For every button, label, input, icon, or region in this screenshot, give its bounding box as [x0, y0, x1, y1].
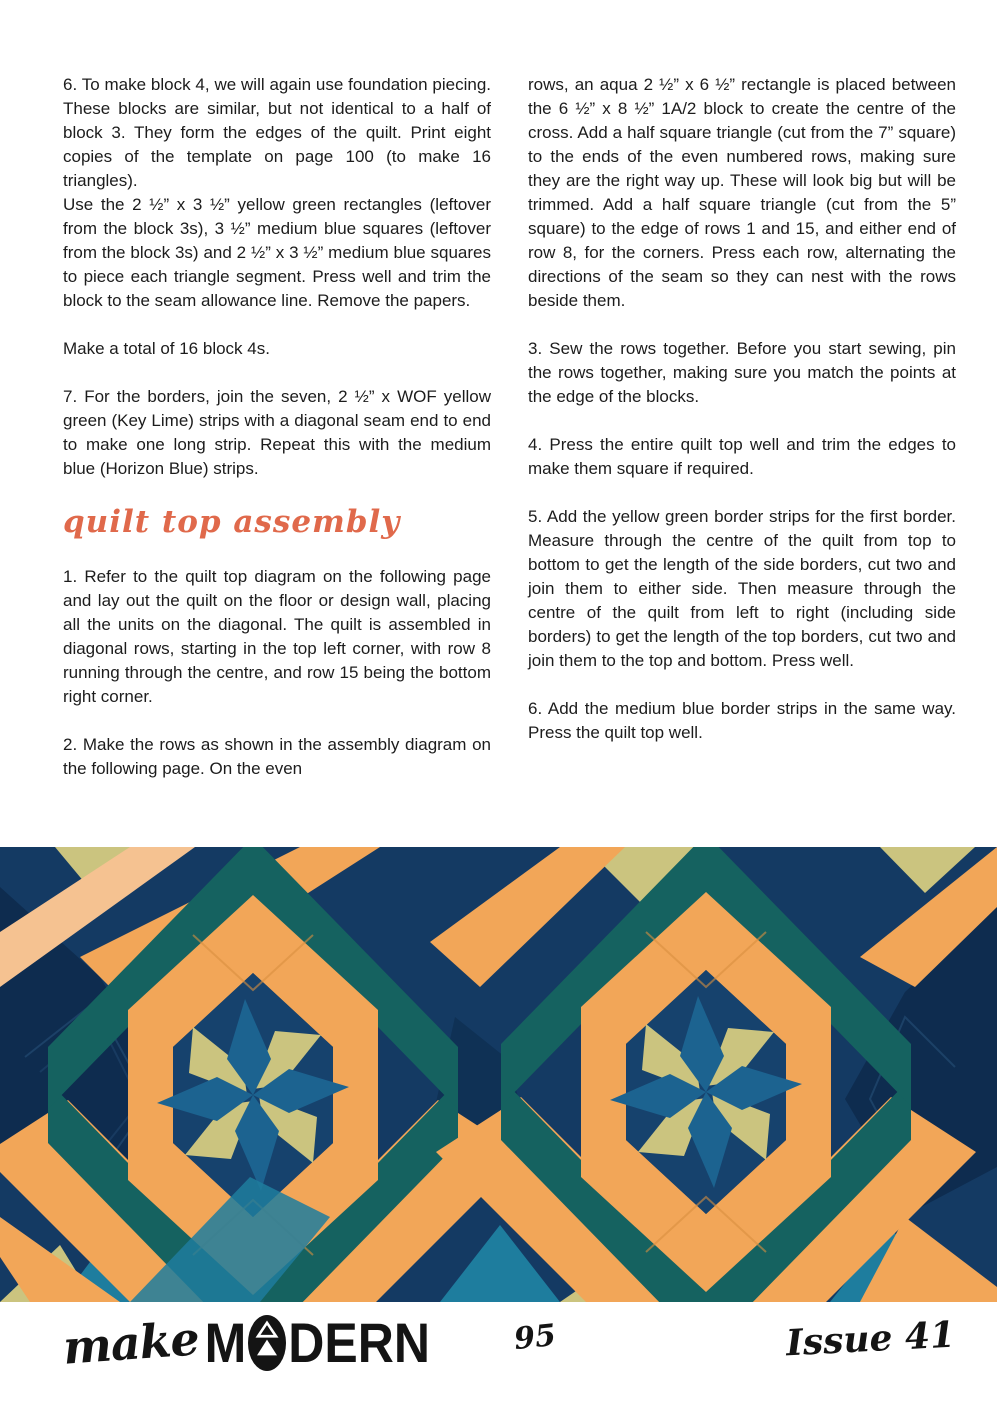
logo-make-text: make — [61, 1311, 201, 1375]
issue-label: Issue 41 — [784, 1313, 956, 1365]
right-column — [528, 73, 956, 769]
paragraph-assembly-5: 5. Add the yellow green border strips for the first border. Measure through the centre of the quilt from top to bottom to get the length of the side borders, cut two and join them to either side. Then measure through the centre of the quilt from left to right (including side borders) to get the length of the top borders, cut two and join them to the top and bottom. Press well. — [528, 507, 956, 670]
left-column — [63, 73, 491, 805]
paragraph-make-total: Make a total of 16 block 4s. — [63, 339, 270, 358]
paragraph-assembly-2-continued: rows, an aqua 2 ½” x 6 ½” rectangle is placed between the 6 ½” x 8 ½” 1A/2 block to create the centre of the cross. Add a half square triangle (cut from the 7” square) to the ends of the even numbered rows, making sure they are the right way up. These will look big but will be trimmed. Add a half square triangle (cut from the 5” square) to the edge of rows 1 and 15, and either end of row 8, for the corners. Press each row, alternating the directions of the seam so they can nest with the rows beside them. — [528, 75, 956, 310]
paragraph-assembly-4: 4. Press the entire quilt top well and trim the edges to make them square if required. — [528, 435, 956, 478]
logo-modern-text — [205, 1311, 430, 1376]
paragraph-assembly-6: 6. Add the medium blue border strips in the same way. Press the quilt top well. — [528, 699, 956, 742]
page-number: 95 — [512, 1317, 558, 1358]
quilt-photo — [0, 847, 997, 1302]
paragraph-step6: 6. To make block 4, we will again use foundation piecing. These blocks are similar, but not identical to a half of block 3. They form the edges of the quilt. Print eight copies of the template on page 100 (to make 16 triangles). — [63, 75, 491, 190]
paragraph-assembly-2: 2. Make the rows as shown in the assembly diagram on the following page. On the even — [63, 735, 491, 778]
footer — [0, 1302, 997, 1410]
logo-modern-dern: DERN — [288, 1311, 430, 1375]
logo-o-triangles-icon — [247, 1314, 287, 1372]
section-heading-quilt-top-assembly: quilt top assembly — [63, 504, 401, 540]
paragraph-step7: 7. For the borders, join the seven, 2 ½” x WOF yellow green (Key Lime) strips with a diagonal seam end to end to make one long strip. Repeat this with the medium blue (Horizon Blue) strips. — [63, 387, 491, 478]
paragraph-assembly-1: 1. Refer to the quilt top diagram on the following page and lay out the quilt on the floor or design wall, placing all the units on the diagonal. The quilt is assembled in diagonal rows, starting in the top left corner, with row 8 running through the centre, and row 15 being the bottom right corner. — [63, 567, 491, 706]
make-modern-logo — [61, 1311, 430, 1375]
logo-modern-m: M — [204, 1311, 247, 1375]
paragraph-step6-continued: Use the 2 ½” x 3 ½” yellow green rectangles (leftover from the block 3s), 3 ½” medium blue squares (leftover from the block 3s) and 2 ½” x 3 ½” medium blue squares to piece each triangle segment. Press well and trim the block to the seam allowance line. Remove the papers. — [63, 195, 491, 310]
paragraph-assembly-3: 3. Sew the rows together. Before you start sewing, pin the rows together, making sure you match the points at the edge of the blocks. — [528, 339, 956, 406]
